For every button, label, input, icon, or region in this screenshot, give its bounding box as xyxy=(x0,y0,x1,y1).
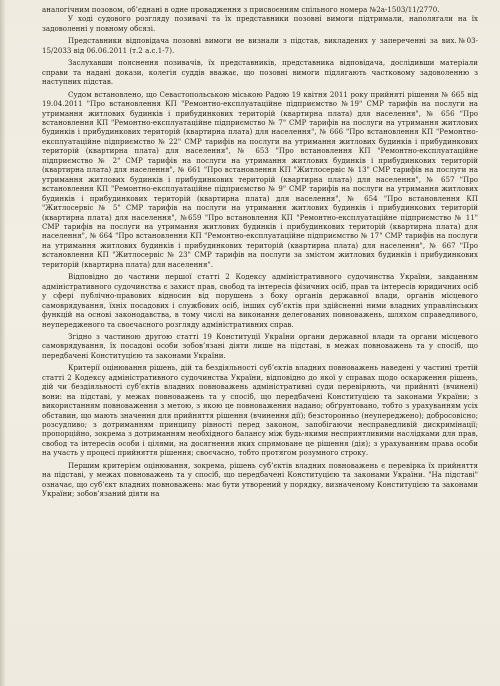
paragraph-court-assessment: Заслухавши пояснення позивачів, їх представників, представника відповідача, дослідивши матеріали справи та надані докази, колегія суддів вважає, що позовні вимоги підлягають частковому задоволенню з наступних підстав. xyxy=(42,58,478,87)
paragraph-evaluation-criteria: Критерії оцінювання рішень, дій та бездіяльності суб’єктів владних повноважень наведені у частині третій статті 2 Кодексу адміністративного судочинства України, відповідно до якої у справах щодо оскарження рішень, дій чи бездіяльності суб’єктів владних повноважень адміністративні суди перевіряють, чи прийняті (вчинені) вони: на підставі, у межах повноважень та у спосіб, що передбачені Конституцією та законами України; з використанням повноваження з метою, з якою це повноваження надано; обґрунтовано, тобто з урахуванням усіх обставин, що мають значення для прийняття рішення (вчинення дії); безсторонньо (неупереджено); добросовісно; розсудливо; з дотриманням принципу рівності перед законом, запобігаючи несправедливій дискримінації; пропорційно, зокрема з дотриманням необхідного балансу між будь-якими несприятливими наслідками для прав, свобод та інтересів особи і цілями, на досягнення яких спрямоване це рішення (дія); з урахуванням права особи на участь у процесі прийняття рішення; своєчасно, тобто протягом розумного строку. xyxy=(42,363,478,458)
paragraph-plaintiffs-claims: У ході судового розгляду позивачі та їх представники позовні вимоги підтримали, наполягали на їх задоволенні у повному обсязі. xyxy=(42,14,478,33)
paragraph-established-facts: Судом встановлено, що Севастопольською міською Радою 19 квітня 2011 року прийняті рішення № 665 від 19.04.2011 "Про встановлення КП "Ремонтно-експлуатаційне підприємство №19" СМР тарифів на послуги на утримання житлових будинків і прибудинкових територій (квартирна плата) для населення", № 656 "Про встановлення КП "Ремонтно-експлуатаційне підприємство № 7" СМР тарифів на послуги на утримання житлових будинків і прибудинкових територій (квартирна плата) для населення", № 666 "Про встановлення КП "Ремонтно-експлуатаційне підприємство № 22" СМР тарифів на послуги на утримання житлових будинків і прибудинкових територій (квартирна плата) для населення", № 653 "Про встановлення КП "Ремонтно-експлуатаційне підприємство № 2" СМР тарифів на послуги на утримання житлових будинків і прибудинкових територій (квартирна плата) для населення", № 661 "Про встановлення КП "Житлосервіс № 13" СМР тарифів на послуги на утримання житлових будинків і прибудинкових територій (квартирна плата) для населення", № 657 "Про встановлення КП "Ремонтно-експлуатаційне підприємство № 9" СМР тарифів на послуги на утримання житлових будинків і прибудинкових територій (квартирна плата) для населення", № 654 "Про встановлення КП "Житлосервіс № 5" СМР тарифів на послуги на утримання житлових будинків і прибудинкових територій (квартирна плата) для населення", №659 "Про встановлення КП "Ремонтно-експлуатаційне підприємство № 11" СМР тарифів на послуги на утримання житлових будинків і прибудинкових територій (квартирна плата) для населення", № 664 "Про встановлення КП "Ремонтно-експлуатаційне підприємство № 17" СМР тарифів на послуги на утримання житлових будинків і прибудинкових територій (квартирна плата) для населення", № 667 "Про встановлення КП "Житлосервіс № 23" СМР тарифів на послуги за змістом житлових будинків і прибудинкових територій (квартирна плата) для населення". xyxy=(42,89,478,269)
paragraph-first-criterion: Першим критерієм оцінювання, зокрема, рішень суб’єктів владних повноважень є перевірка їх прийняття на підставі, у межах повноважень та у спосіб, що передбачені Конституцією та законами України. "На підставі" означає, що суб’єкт владних повноважень: має бути утворений у порядку, визначеному Конституцією та законами України; зобов’язаний діяти на xyxy=(42,460,478,499)
paragraph-case-number: аналогічним позовом, об’єднані в одне провадження з присвоєнням спільного номера №2а-1503/11/2770. xyxy=(42,5,440,14)
paragraph-code-article-2: Відповідно до частини першої статті 2 Кодексу адміністративного судочинства України, завданням адміністративного судочинства є захист прав, свобод та інтересів фізичних осіб, прав та інтересів юридичних осіб у сфері публічно-правових відносин від порушень з боку органів державної влади, органів місцевого самоврядування, їхніх посадових і службових осіб, інших суб’єктів при здійсненні ними владних управлінських функцій на основі законодавства, в тому числі на виконання делегованих повноважень, шляхом справедливого, неупередженого та своєчасного розгляду адміністративних справ. xyxy=(42,272,478,329)
paragraph-defendant-objection: Представники відповідача позовні вимоги не визнали з підстав, викладених у запереченні за вих.№03-15/2033 від 06.06.2011 (т.2 а.с.1-7). xyxy=(42,36,478,55)
paragraph-constitution-article-19: Згідно з частиною другою статті 19 Конституції України органи державної влади та органи місцевого самоврядування, їх посадові особи зобов’язані діяти лише на підставі, в межах повноважень та у спосіб, що передбачені Конституцією та законами України. xyxy=(42,331,478,360)
